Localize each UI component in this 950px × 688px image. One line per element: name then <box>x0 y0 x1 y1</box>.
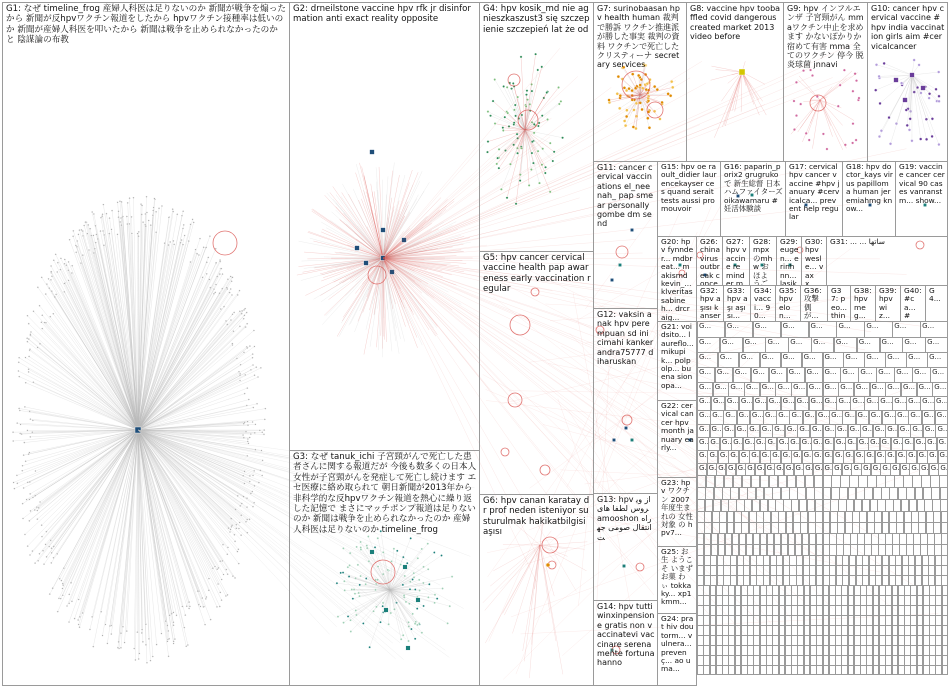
tiny-group-cell: G... <box>898 424 911 438</box>
tiny-group-cell: G. <box>919 463 929 476</box>
tiny-group-cell: G... <box>809 396 823 411</box>
group-label-g23: G23: hpv ワクチン 2007年度生まれの 女性対象 の hpv7... <box>661 478 693 538</box>
group-panel-g39 <box>875 285 901 322</box>
tiny-group-cell: G... <box>763 410 777 425</box>
tiny-group-cell: G.. <box>765 437 777 451</box>
tiny-group-cell: G. <box>900 463 910 476</box>
tiny-group-cell: G... <box>882 410 896 425</box>
tiny-group-cell: G... <box>765 337 788 353</box>
tiny-group-cell: G... <box>906 396 920 411</box>
tiny-group-cell: G... <box>722 424 735 438</box>
tiny-group-cell: G... <box>917 382 933 397</box>
tiny-group-cell: G. <box>803 463 813 476</box>
tiny-group-cell: G. <box>697 463 707 476</box>
tiny-group-cell: G. <box>802 450 813 464</box>
tiny-group-cell: G... <box>823 352 844 368</box>
tiny-group-cell: G... <box>802 352 823 368</box>
group-panel-g34 <box>750 285 776 322</box>
group-panel-g1 <box>2 2 290 686</box>
group-panel-g35 <box>775 285 801 322</box>
tiny-group-cell: G... <box>760 352 781 368</box>
tiny-group-cell: G... <box>923 424 936 438</box>
group-label-g14: G14: hpv tutti winxinpensione gratis non vaccinatevi vaccinare serenamente fortuna hanno <box>597 602 658 668</box>
tiny-group-cell: G... <box>910 424 923 438</box>
tiny-group-cell: G. <box>736 463 746 476</box>
group-label-g22: G22: cervical cancer hpv month january early... <box>661 401 694 453</box>
tiny-group-cell: G. <box>784 463 794 476</box>
tiny-group-cell: G. <box>890 463 900 476</box>
tiny-group-cell: G... <box>858 367 876 383</box>
tiny-group-cell: G... <box>856 410 870 425</box>
tiny-group-cell: G... <box>728 382 744 397</box>
tiny-groups-grid <box>697 321 948 686</box>
tiny-group-cell: G.. <box>777 437 789 451</box>
tiny-group-cell: G. <box>833 450 844 464</box>
group-panel-g6 <box>479 494 594 686</box>
group-panel-g33 <box>723 285 751 322</box>
tiny-group-cell: G... <box>876 367 894 383</box>
tiny-group-cell: G... <box>781 396 795 411</box>
tiny-group-cell: G... <box>769 367 787 383</box>
tiny-group-cell: G.. <box>868 437 880 451</box>
tiny-group-cell: G. <box>861 463 871 476</box>
tiny-group-cell: G... <box>785 424 798 438</box>
tiny-group-cell: G. <box>781 450 792 464</box>
tiny-group-cell: G. <box>938 463 948 476</box>
group-panel-g13 <box>593 493 658 601</box>
group-label-g37: G37: peo... thin <box>831 286 847 321</box>
group-panel-g20 <box>657 236 697 322</box>
tiny-group-cell: G... <box>760 424 773 438</box>
group-panel-g36 <box>800 285 828 322</box>
tiny-group-cell: G... <box>720 337 743 353</box>
tiny-group-cell: G... <box>835 424 848 438</box>
tiny-group-cell: G... <box>776 410 790 425</box>
tiny-group-cell: G... <box>697 337 720 353</box>
tiny-group-cell: G... <box>735 424 748 438</box>
tiny-group-cell: G... <box>873 424 886 438</box>
tiny-group-cell: G.. <box>891 437 903 451</box>
group-label-g12: G12: vaksin anak hpv perempuan sd ini cimahi kanker andra75777 diharuskan <box>597 310 656 367</box>
group-label-g30: G30: hpv wesle... vaxx... <box>805 237 825 286</box>
tiny-group-cell: G... <box>920 396 934 411</box>
group-panel-g15 <box>657 161 721 237</box>
group-label-g1: G1: なぜ timeline_frog 産婦人科医は足りないのか 新聞が戦争を煽ったから 新聞が反hpvワクチン報道をしたから hpvワクチン接種率は低いのか 新聞が産婦人科医を叩いたから 新聞は戦争を止められなかったのか と 陰謀論の布教 <box>6 4 286 46</box>
group-panel-g5 <box>479 251 594 495</box>
group-label-g6: G6: hpv canan karatay dr prof neden isteniyor susturulmak hakikatbilgisi aşısı <box>483 496 590 538</box>
tiny-group-cell: G. <box>707 463 717 476</box>
group-panel-g3 <box>289 450 480 686</box>
tiny-group-cell: G... <box>850 396 864 411</box>
tiny-group-cell: G. <box>927 450 938 464</box>
tiny-group-cell: G... <box>935 410 949 425</box>
tiny-group-cell: G... <box>840 367 858 383</box>
tiny-group-cell: G... <box>767 396 781 411</box>
tiny-group-cell: G... <box>842 410 856 425</box>
tiny-group-cell: G. <box>842 463 852 476</box>
group-label-g36: G36: 攻撃 偶が... <box>804 286 824 321</box>
tiny-group-cell: G. <box>864 450 875 464</box>
group-panel-g10 <box>867 2 948 162</box>
group-panel-g18 <box>842 161 896 237</box>
tiny-group-cell: G... <box>892 321 920 338</box>
group-label-g25: G25: お 生 ようこそ いまず お菓 わ ぃ tokkaky... xp1kmm... <box>661 547 696 607</box>
tiny-group-cell: G... <box>697 367 715 383</box>
tiny-group-cell: G... <box>697 424 710 438</box>
tiny-group-cell: G... <box>809 321 837 338</box>
tiny-group-cell: G... <box>750 410 764 425</box>
tiny-group-cell: G... <box>864 352 885 368</box>
tiny-group-cell: G... <box>744 382 760 397</box>
tiny-group-cell: G. <box>854 450 865 464</box>
tiny-group-cell: G... <box>838 382 854 397</box>
tiny-group-cell: G... <box>737 410 751 425</box>
tiny-group-cell: G. <box>760 450 771 464</box>
tiny-group-cell: G.. <box>834 437 846 451</box>
group-label-g31: G31: ... ... ساتها <box>830 237 885 246</box>
group-label-g11: G11: cancer cervical vaccinations el_neenah_ pap smear personally gombe dm send <box>597 163 654 229</box>
tiny-group-cell: G... <box>885 352 906 368</box>
tiny-group-cell: G. <box>917 450 928 464</box>
tiny-group-cell: G. <box>880 463 890 476</box>
group-label-g26: G26: china virus outbreak conce <box>700 237 721 286</box>
tiny-group-cell: G. <box>697 450 708 464</box>
tiny-group-cell: G... <box>836 321 864 338</box>
tiny-group-cell: G... <box>854 382 870 397</box>
group-panel-g30 <box>801 236 827 286</box>
tiny-group-cell <box>942 665 949 675</box>
group-label-g7: G7: surinobaasan hpv health human 裁判で勝訴 ワクチン推進派が勝した事実 裁判の資料 ワクチンで死亡した クリスティーナ secretary services <box>597 4 682 70</box>
tiny-group-cell: G.. <box>857 437 869 451</box>
tiny-group-cell: G... <box>823 367 841 383</box>
group-panel-g27 <box>722 236 750 286</box>
tiny-group-cell: G.. <box>743 437 755 451</box>
group-panel-g9 <box>783 2 868 162</box>
tiny-group-cell: G... <box>894 367 912 383</box>
group-label-g10: G10: cancer hpv cervical vaccine #hpv india vaccination girls aim #cervicalcancer <box>871 4 945 51</box>
group-panel-g40 <box>900 285 926 322</box>
tiny-group-cell: G... <box>697 382 713 397</box>
tiny-group-cell: G... <box>843 352 864 368</box>
tiny-group-cell: G. <box>851 463 861 476</box>
group-label-g18: G18: hpv doctor_kays virus papilloma human jeremiahmg know... <box>846 162 893 214</box>
group-panel-g37 <box>827 285 851 322</box>
tiny-group-cell: G... <box>743 337 766 353</box>
group-label-g15: G15: hpv oe raoult_didier laurencekayser ces quand serait tests aussi promouvoir <box>661 162 717 214</box>
group-panel-g19 <box>895 161 948 237</box>
tiny-group-cell: G... <box>739 352 760 368</box>
group-label-g41: G4... <box>929 286 941 304</box>
tiny-group-cell: G... <box>753 321 781 338</box>
tiny-group-cell: G... <box>789 410 803 425</box>
group-label-g2: G2: drneilstone vaccine hpv rfk jr disinformation anti exact reality opposite <box>293 4 471 25</box>
group-panel-g17 <box>785 161 843 237</box>
tiny-group-cell: G.. <box>754 437 766 451</box>
tiny-group-cell: G. <box>906 450 917 464</box>
tiny-group-cell: G... <box>697 410 711 425</box>
tiny-group-cell: G... <box>803 410 817 425</box>
group-panel-g41 <box>925 285 948 322</box>
group-label-g3: G3: なぜ tanuk_ichi 子宮頸がんで死亡した患者さんに関する報道だが 今後も数多くの日本人女性が子宮頸がんを発症して死亡し続けます エセ医療に絡め取られて 朝日新聞が2013年から非科学的な反hpvワクチン報道を熱心に繰り返した記憶で まさにマッチポンプ報道は足りないのか 新聞は戦争を止められなかったのか 産婦人科医は足りないのか timeline_frog <box>293 452 477 535</box>
group-label-g9: G9: hpv インフルエンザ 子宮頸がん mmaワクチン中止を求めます かないぽかりか 宿めて有害 mma 全てのワクチン 停今 脱炎球菌 jnnavi <box>787 4 865 70</box>
tiny-group-cell: G. <box>885 450 896 464</box>
tiny-group-cell: G... <box>927 352 948 368</box>
tiny-group-cell: G... <box>747 424 760 438</box>
tiny-group-cell: G. <box>875 450 886 464</box>
tiny-group-cell: G... <box>733 367 751 383</box>
tiny-group-cell: G... <box>788 337 811 353</box>
tiny-group-cell: G... <box>836 396 850 411</box>
tiny-group-cell: G... <box>925 337 948 353</box>
group-panel-g38 <box>850 285 876 322</box>
group-panel-g14 <box>593 600 658 686</box>
tiny-group-cell: G... <box>710 410 724 425</box>
group-panel-g32 <box>696 285 724 322</box>
group-panel-g23 <box>657 477 697 547</box>
tiny-group-cell: G.. <box>800 437 812 451</box>
tiny-group-cell: G... <box>775 382 791 397</box>
tiny-group-cell: G... <box>711 396 725 411</box>
tiny-group-cell: G.. <box>937 437 949 451</box>
tiny-group-cell: G... <box>857 337 880 353</box>
group-panel-g7 <box>593 2 687 162</box>
tiny-group-cell: G... <box>718 352 739 368</box>
tiny-group-cell: G... <box>715 367 733 383</box>
group-panel-g26 <box>696 236 723 286</box>
group-panel-g25 <box>657 546 697 614</box>
tiny-group-cell: G. <box>938 450 949 464</box>
group-label-g35: G35: hpv elon... <box>779 286 799 321</box>
tiny-group-cell: G... <box>739 396 753 411</box>
tiny-group-cell: G.. <box>708 437 720 451</box>
group-panel-g11 <box>593 161 658 309</box>
tiny-group-cell: G.. <box>811 437 823 451</box>
tiny-group-cell: G. <box>774 463 784 476</box>
tiny-group-cell: G... <box>816 410 830 425</box>
group-label-g27: G27: hpv vaccine reminder m <box>726 237 747 286</box>
tiny-group-cell: G... <box>901 382 917 397</box>
tiny-group-cell: G. <box>726 463 736 476</box>
group-panel-g4 <box>479 2 594 252</box>
group-label-g21: G21: voidsito... laureflo... mikupik... polpolp... buena sionopa... <box>661 322 697 390</box>
group-panel-g21 <box>657 321 697 401</box>
group-label-g34: G34: vacci... 90... <box>754 286 774 321</box>
tiny-group-cell: G.. <box>823 437 835 451</box>
tiny-group-cell: G. <box>871 463 881 476</box>
tiny-group-cell: G. <box>755 463 765 476</box>
group-panel-g24 <box>657 613 697 686</box>
tiny-group-cell: G... <box>908 410 922 425</box>
tiny-group-cell: G... <box>797 424 810 438</box>
tiny-group-cell: G... <box>753 396 767 411</box>
tiny-group-cell: G... <box>922 410 936 425</box>
group-panel-g28 <box>749 236 777 286</box>
tiny-group-cell: G... <box>795 396 809 411</box>
tiny-group-cell: G... <box>725 321 753 338</box>
tiny-group-cell: G... <box>885 382 901 397</box>
group-label-g29: G29: eugen... erinhnn... lasik <box>780 237 799 286</box>
group-label-g38: G38: hpv meg... <box>854 286 874 321</box>
group-panel-g12 <box>593 308 658 494</box>
tiny-group-cell: G. <box>909 463 919 476</box>
tiny-group-cell: G... <box>870 382 886 397</box>
tiny-group-cell: G.. <box>925 437 937 451</box>
tiny-group-cell: G. <box>823 450 834 464</box>
tiny-group-cell: G.. <box>731 437 743 451</box>
tiny-group-cell: G... <box>920 321 948 338</box>
tiny-group-cell: G... <box>697 321 725 338</box>
tiny-group-cell: G... <box>791 382 807 397</box>
group-label-g17: G17: cervical hpv cancer vaccine #hpv january #cervicalca... prevent help regular <box>789 162 841 222</box>
group-label-g40: G40: #ca... # <box>904 286 922 321</box>
tiny-group-cell: G... <box>781 321 809 338</box>
tiny-group-cell: G. <box>813 463 823 476</box>
tiny-group-cell: G... <box>772 424 785 438</box>
tiny-group-cell: G. <box>716 463 726 476</box>
tiny-group-cell: G... <box>864 321 892 338</box>
tiny-group-cell: G. <box>739 450 750 464</box>
tiny-group-cell: G. <box>749 450 760 464</box>
tiny-group-cell: G... <box>823 424 836 438</box>
tiny-group-cell: G.. <box>914 437 926 451</box>
tiny-group-cell: G... <box>710 424 723 438</box>
tiny-group-cell: G... <box>934 396 948 411</box>
tiny-group-cell: G... <box>751 367 769 383</box>
tiny-group-cell: G... <box>869 410 883 425</box>
group-label-g16: G16: paparin_porix2 grugruko で 新生総督 日本ハムファイターズ oikawamaru # 妊活体験談 <box>724 162 785 214</box>
tiny-group-cell: G... <box>932 382 948 397</box>
tiny-group-cell: G.. <box>720 437 732 451</box>
tiny-group-cell: G. <box>707 450 718 464</box>
tiny-group-cell: G... <box>807 382 823 397</box>
tiny-group-cell: G... <box>811 337 834 353</box>
group-label-g32: G32: hpv aşısı kanser <box>700 286 721 321</box>
tiny-group-cell: G. <box>843 450 854 464</box>
tiny-group-cell: G. <box>745 463 755 476</box>
tiny-group-cell: G... <box>829 410 843 425</box>
tiny-group-cell: G. <box>812 450 823 464</box>
group-panel-g22 <box>657 400 697 478</box>
tiny-group-cell: G... <box>781 352 802 368</box>
group-label-g8: G8: vaccine hpv toobaffled covid dangerous created market 2013 video before <box>690 4 781 42</box>
group-label-g24: G24: prat hiv doutorm... vulnera... prevenç... ao uma... <box>661 614 694 674</box>
group-label-g33: G33: hpv aşı aşısı... <box>727 286 748 321</box>
group-label-g20: G20: hpv fynnder... mdbreat... makismd kevin_... klveritas sabineh... drcraig... <box>661 237 695 322</box>
tiny-group-cell: G. <box>765 463 775 476</box>
tiny-group-cell: G... <box>760 382 776 397</box>
tiny-group-cell: G.. <box>902 437 914 451</box>
tiny-group-cell: G. <box>791 450 802 464</box>
group-panel-g16 <box>720 161 786 237</box>
tiny-group-cell: G. <box>794 463 804 476</box>
group-label-g13: G13: hpv از ویروس لطفا های amooshon راه انتقال صومی جهت <box>597 495 655 542</box>
tiny-group-cell: G. <box>823 463 833 476</box>
tiny-group-cell: G. <box>929 463 939 476</box>
tiny-group-cell: G... <box>697 396 711 411</box>
tiny-group-cell: G... <box>805 367 823 383</box>
tiny-group-cell: G... <box>848 424 861 438</box>
group-panel-g8 <box>686 2 784 162</box>
group-panel-g31 <box>826 236 948 286</box>
tiny-group-cell: G... <box>860 424 873 438</box>
tiny-group-cell: G.. <box>880 437 892 451</box>
tiny-group-cell: G. <box>728 450 739 464</box>
tiny-group-cell: G... <box>713 382 729 397</box>
tiny-group-cell: G... <box>864 396 878 411</box>
tiny-group-cell: G... <box>935 424 948 438</box>
tiny-group-cell: G... <box>906 352 927 368</box>
group-label-g28: G28: mpxのmhw おほようご <box>753 237 773 286</box>
tiny-group-cell: G.. <box>845 437 857 451</box>
tiny-group-cell: G... <box>892 396 906 411</box>
tiny-group-cell: G... <box>834 337 857 353</box>
group-label-g4: G4: hpv kosik_md nie agnieszkaszust3 się szczepienie szczepień lat że od <box>483 4 590 35</box>
tiny-group-cell: G... <box>823 382 839 397</box>
group-label-g5: G5: hpv cancer cervical vaccine health pap awareness early vaccination regular <box>483 253 591 295</box>
tiny-group-cell: G... <box>787 367 805 383</box>
tiny-group-cell: G... <box>885 424 898 438</box>
group-label-g39: G39: hpv wiz... <box>879 286 899 321</box>
tiny-group-cell: G... <box>697 352 718 368</box>
tiny-group-cell: G... <box>895 410 909 425</box>
tiny-group-cell: G... <box>902 337 925 353</box>
tiny-group-cell: G... <box>880 337 903 353</box>
tiny-group-cell: G. <box>718 450 729 464</box>
tiny-group-cell: G... <box>823 396 837 411</box>
tiny-group-cell: G. <box>832 463 842 476</box>
tiny-group-cell: G. <box>770 450 781 464</box>
group-label-g19: G19: vaccine cancer cervical 90 cases vanranstm... show... <box>899 162 945 205</box>
tiny-group-cell: G.. <box>788 437 800 451</box>
tiny-group-cell: G... <box>930 367 948 383</box>
tiny-group-cell: G... <box>878 396 892 411</box>
tiny-group-cell: G... <box>912 367 930 383</box>
tiny-group-cell: G.. <box>697 437 709 451</box>
tiny-group-cell: G... <box>810 424 823 438</box>
tiny-group-cell: G... <box>723 410 737 425</box>
tiny-group-cell: G. <box>896 450 907 464</box>
tiny-group-cell: G... <box>725 396 739 411</box>
group-panel-g2 <box>289 2 480 451</box>
group-panel-g29 <box>776 236 802 286</box>
